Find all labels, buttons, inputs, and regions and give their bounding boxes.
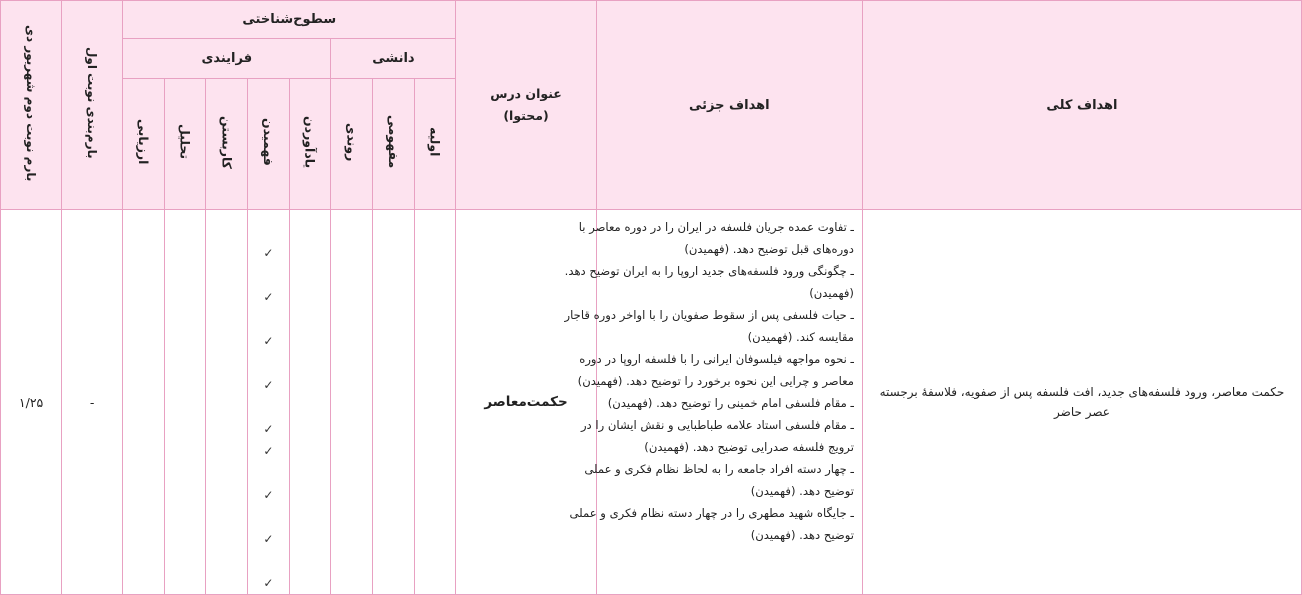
remember-cell	[289, 210, 331, 595]
check-mark: ✓	[263, 576, 274, 590]
header-analyze: تحلیل	[164, 79, 206, 210]
check-spacer	[248, 396, 289, 418]
objective-line: ـ مقام فلسفی استاد علامه طباطبایی و نقش ایشان را در	[580, 418, 854, 432]
check-spacer	[248, 506, 289, 528]
objective-line: ـ جایگاه شهید مطهری را در چهار دسته نظام فکری و عملی	[569, 506, 854, 520]
header-procedural: روندی	[331, 79, 373, 210]
header-evaluate: ارزیابی	[123, 79, 165, 210]
objective-line: دوره‌های قبل توضیح دهد. (فهمیدن)	[684, 242, 854, 256]
objective-line: توضیح دهد. (فهمیدن)	[750, 528, 854, 542]
apply-cell	[206, 210, 248, 595]
objective-line: (فهمیدن)	[809, 286, 854, 300]
header-conceptual: مفهومی	[373, 79, 415, 210]
objective-line: توضیح دهد. (فهمیدن)	[750, 484, 854, 498]
general-goals-cell: حکمت معاصر، ورود فلسفه‌های جدید، افت فلسفه پس از صفویه، فلاسفهٔ برجسته عصر حاضر	[862, 210, 1301, 595]
objective-line: ـ تفاوت عمده جریان فلسفه در ایران را در دوره معاصر با	[578, 220, 854, 234]
header-general-goals: اهداف کلی	[862, 1, 1301, 210]
objective-line: ـ حیات فلسفی پس از سقوط صفویان را با اواخر دوره قاجار	[564, 308, 854, 322]
header-understand: فهمیدن	[248, 79, 290, 210]
objective-line: ـ نحوه مواجهه فیلسوفان ایرانی را با فلسفه اروپا در دوره	[579, 352, 854, 366]
header-score-first: بارم‌بندی نوبت اول	[62, 1, 123, 210]
partial-goals-cell	[564, 210, 862, 595]
header-remember: یادآوردن	[289, 79, 331, 210]
objective-line: ـ چگونگی ورود فلسفه‌های جدید اروپا را به ایران توضیح دهد.	[564, 264, 854, 278]
primary-cell	[414, 210, 456, 595]
check-spacer	[248, 550, 289, 572]
header-lesson-title: عنوان درس (محتوا)	[456, 1, 596, 210]
check-mark: ✓	[263, 246, 274, 260]
objective-line: ـ مقام فلسفی امام خمینی را توضیح دهد. (فهمیدن)	[607, 396, 854, 410]
check-mark: ✓	[263, 532, 274, 546]
header-apply: کاربستن	[206, 79, 248, 210]
check-mark: ✓	[263, 422, 274, 436]
procedural-cell	[331, 210, 373, 595]
objective-line: مقایسه کند. (فهمیدن)	[747, 330, 854, 344]
check-mark: ✓	[263, 488, 274, 502]
check-spacer	[248, 462, 289, 484]
header-knowledge: دانشی	[331, 39, 456, 79]
objective-line: معاصر و چرایی این نحوه برخورد را توضیح دهد. (فهمیدن)	[577, 374, 854, 388]
check-spacer	[248, 264, 289, 286]
check-spacer	[248, 308, 289, 330]
understand-cell	[248, 210, 290, 595]
score-second-cell: ۱/۲۵	[1, 210, 62, 595]
header-primary: اولیه	[414, 79, 456, 210]
check-mark: ✓	[263, 290, 274, 304]
score-first-cell: -	[62, 210, 123, 595]
lesson-title-cell: حکمت‌معاصر	[456, 210, 596, 595]
objective-line: ـ چهار دسته افراد جامعه را به لحاظ نظام فکری و عملی	[584, 462, 854, 476]
evaluate-cell	[123, 210, 165, 595]
check-mark: ✓	[263, 334, 274, 348]
header-cognitive-levels: سطوح‌شناختی	[123, 1, 456, 39]
conceptual-cell	[373, 210, 415, 595]
header-score-second: بارم نوبت دوم شهریور دی	[1, 1, 62, 210]
check-spacer	[248, 352, 289, 374]
objective-line: ترویج فلسفه صدرایی توضیح دهد. (فهمیدن)	[644, 440, 854, 454]
check-mark: ✓	[263, 444, 274, 458]
header-process: فرایندی	[123, 39, 331, 79]
check-mark: ✓	[263, 378, 274, 392]
header-partial-goals: اهداف جزئی	[596, 1, 862, 210]
analyze-cell	[164, 210, 206, 595]
